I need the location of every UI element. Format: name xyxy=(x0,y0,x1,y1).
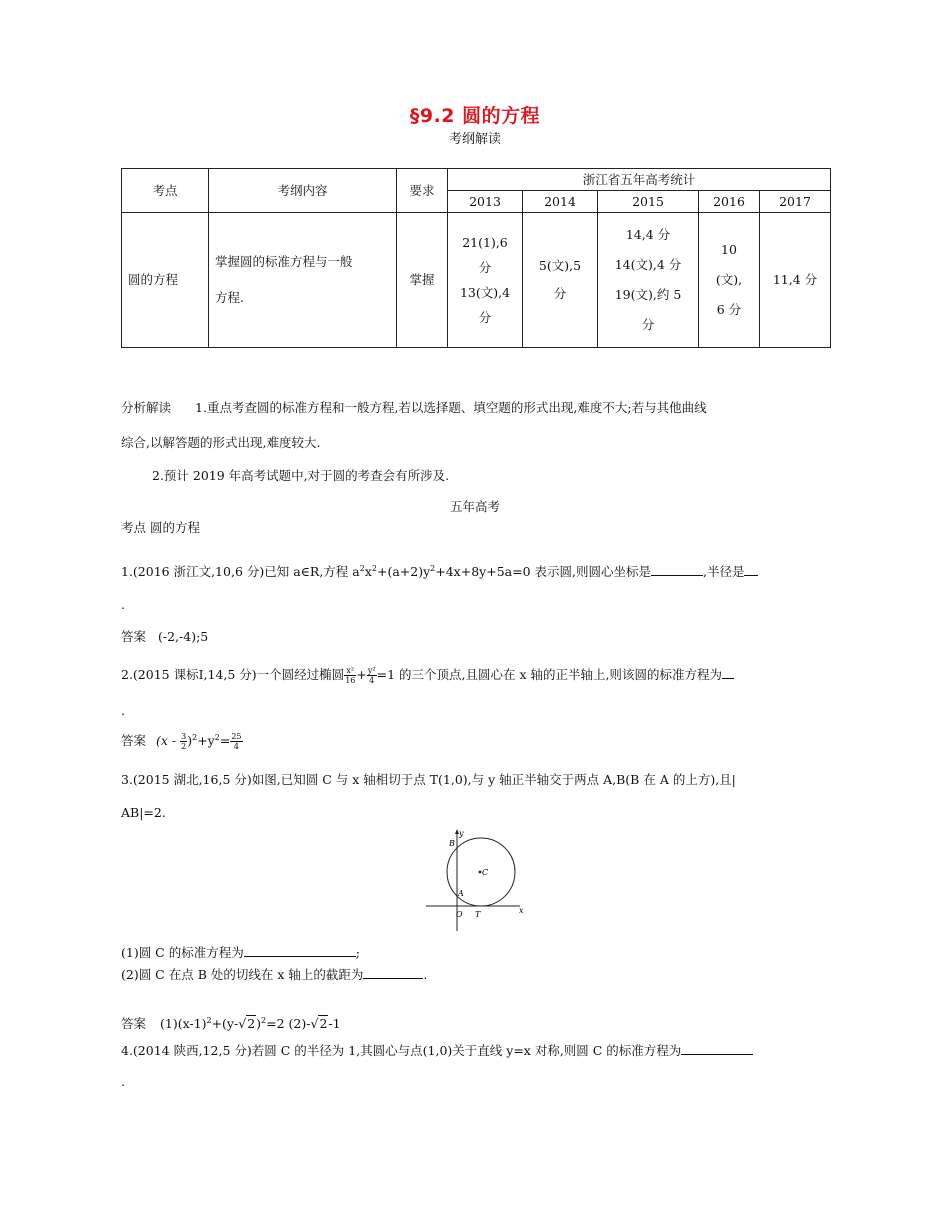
analysis-label: 分析解读 xyxy=(121,400,172,415)
header-requirement: 要求 xyxy=(397,169,448,213)
q-text: 4.(2014 陕西,12,5 分)若圆 C 的半径为 1,其圆心与点(1,0)关于直线 y=x 对称,则圆 C 的标准方程为 xyxy=(121,1043,682,1058)
answer-text: ) xyxy=(187,733,193,748)
fraction xyxy=(344,666,356,685)
question-3: 3.(2015 湖北,16,5 分)如图,已知圆 C 与 x 轴相切于点 T(1,0),与 y 轴正半轴交于两点 A,B(B 在 A 的上方),且| xyxy=(121,772,736,787)
question-3-cont: AB|=2. xyxy=(121,805,166,820)
q-end: . xyxy=(121,703,125,718)
page-title: §9.2 圆的方程 xyxy=(409,105,541,127)
q-text: (1)圆 C 的标准方程为 xyxy=(121,945,244,960)
radicand: 2 xyxy=(319,1016,328,1031)
q-sup: 2 xyxy=(206,1015,212,1025)
q-text: 2.(2015 课标Ⅰ,14,5 分)一个圆经过椭圆 xyxy=(121,667,345,682)
answer-text: +(y- xyxy=(211,1016,239,1031)
q-sup: 2 xyxy=(261,1015,267,1025)
answer-blank[interactable] xyxy=(363,966,423,979)
syllabus-table xyxy=(121,168,831,348)
answer-1 xyxy=(121,627,208,645)
answer-label: 答案 xyxy=(121,1016,147,1031)
answer-text: +y xyxy=(197,733,215,748)
answer-text: ) xyxy=(256,1016,262,1031)
cell-line: 5(文),5 xyxy=(538,258,582,273)
content-line: 掌握圆的标准方程与一般 xyxy=(215,254,353,269)
question-3-sub1 xyxy=(121,943,360,961)
q-text: +(a+2)y xyxy=(376,564,431,579)
frac-num: y² xyxy=(367,666,376,675)
analysis-line: 综合,以解答题的形式出现,难度较大. xyxy=(121,435,321,450)
cell-requirement: 掌握 xyxy=(397,213,448,348)
cell-line: 10 xyxy=(721,242,737,257)
question-2 xyxy=(121,665,734,685)
answer-text: = xyxy=(219,733,231,748)
cell-point: 圆的方程 xyxy=(122,213,209,348)
q-text: x xyxy=(364,564,372,579)
cell-line: 14(文),4 分 xyxy=(614,257,682,272)
cell-line: 13(文),4 xyxy=(459,285,511,300)
answer-text: -1 xyxy=(328,1016,341,1031)
answer-text: (x - xyxy=(156,733,181,748)
section-topic: 考点 圆的方程 xyxy=(121,520,200,535)
answer-text: (-2,-4);5 xyxy=(158,629,209,644)
label-a: A xyxy=(458,889,464,898)
label-y: y xyxy=(459,829,464,838)
cell-2016 xyxy=(699,213,760,348)
q-sup: 2 xyxy=(192,732,198,742)
label-b: B xyxy=(449,839,455,848)
frac-den: 4 xyxy=(233,742,239,751)
page-subtitle: 考纲解读 xyxy=(448,132,501,147)
cell-2015 xyxy=(598,213,699,348)
answer-text: =2 (2)- xyxy=(266,1016,311,1031)
label-c: C xyxy=(482,868,489,877)
cell-line: 6 分 xyxy=(716,302,742,317)
header-year: 2014 xyxy=(523,191,598,213)
label-t: T xyxy=(475,910,481,919)
answer-3: 答案 $(1)(x-1)^2+(y-√2)^2=2$ (2)-√2-1 xyxy=(121,1015,341,1031)
cell-line: 21(1),6 xyxy=(462,235,508,250)
q-text: ,半径是 xyxy=(702,564,745,579)
cell-2013 xyxy=(448,213,523,348)
cell-line: 19(文),约 5 xyxy=(614,287,682,302)
analysis-line: 2.预计 2019 年高考试题中,对于圆的考查会有所涉及. xyxy=(152,468,450,483)
q-sup: 2 xyxy=(430,563,436,573)
answer-label: 答案 xyxy=(121,629,147,644)
header-content: 考纲内容 xyxy=(209,169,397,213)
answer-2 xyxy=(121,731,243,751)
cell-line: 分 xyxy=(553,286,567,301)
header-year: 2017 xyxy=(760,191,831,213)
circle-figure xyxy=(420,827,530,935)
fraction xyxy=(230,732,242,751)
question-1 xyxy=(121,562,758,580)
analysis-line xyxy=(121,398,707,416)
q-sup: 2 xyxy=(214,732,220,742)
center-dot xyxy=(479,871,482,874)
cell-line: 14,4 分 xyxy=(625,227,671,242)
content-line: 方程. xyxy=(215,290,244,305)
frac-num: 25 xyxy=(231,732,242,741)
question-3-sub2 xyxy=(121,965,427,983)
q-end: . xyxy=(121,597,125,612)
cell-line: (文), xyxy=(715,272,743,287)
q-sup: 2 xyxy=(359,563,365,573)
cell-2014 xyxy=(523,213,598,348)
q-text: =1 的三个顶点,且圆心在 x 轴的正半轴上,则该圆的标准方程为 xyxy=(376,667,722,682)
analysis-text: 1.重点考查圆的标准方程和一般方程,若以选择题、填空题的形式出现,难度不大;若与其他曲线 xyxy=(195,400,707,415)
q-text: 1.(2016 浙江文,10,6 分)已知 a∈R,方程 a xyxy=(121,564,360,579)
cell-line: 分 xyxy=(641,317,655,332)
answer-blank[interactable] xyxy=(681,1042,753,1055)
frac-den: 2 xyxy=(181,742,187,751)
answer-blank[interactable] xyxy=(651,563,703,576)
frac-num: x² xyxy=(344,666,356,676)
q-text: + xyxy=(356,667,367,682)
header-year: 2015 xyxy=(598,191,699,213)
frac-num: 3 xyxy=(181,732,187,741)
frac-den: 4 xyxy=(369,676,375,685)
section-heading: 五年高考 xyxy=(449,499,500,514)
question-4 xyxy=(121,1041,753,1059)
header-stats: 浙江省五年高考统计 xyxy=(448,169,831,191)
label-x: x xyxy=(519,906,524,915)
label-o: O xyxy=(456,910,463,919)
answer-blank[interactable] xyxy=(722,666,734,679)
q-text: (2)圆 C 在点 B 处的切线在 x 轴上的截距为 xyxy=(121,967,364,982)
q-sup: 2 xyxy=(371,563,377,573)
table-row xyxy=(122,213,831,348)
cell-2017: 11,4 分 xyxy=(760,213,831,348)
cell-content xyxy=(209,213,397,348)
frac-den: 16 xyxy=(345,676,356,685)
q-end: . xyxy=(121,1074,125,1089)
header-point: 考点 xyxy=(122,169,209,213)
cell-line: 分 xyxy=(478,310,492,325)
answer-blank[interactable] xyxy=(244,944,356,957)
radicand: 2 xyxy=(247,1016,256,1031)
answer-label: 答案 xyxy=(121,733,147,748)
header-year: 2016 xyxy=(699,191,760,213)
fraction xyxy=(367,666,377,685)
q-text: . xyxy=(423,967,428,982)
q-text: ; xyxy=(355,945,360,960)
header-year: 2013 xyxy=(448,191,523,213)
q-text: +4x+8y+5a=0 表示圆,则圆心坐标是 xyxy=(435,564,651,579)
answer-text: (1)(x-1) xyxy=(160,1016,207,1031)
cell-line: 分 xyxy=(478,260,492,275)
answer-blank[interactable] xyxy=(744,563,758,576)
